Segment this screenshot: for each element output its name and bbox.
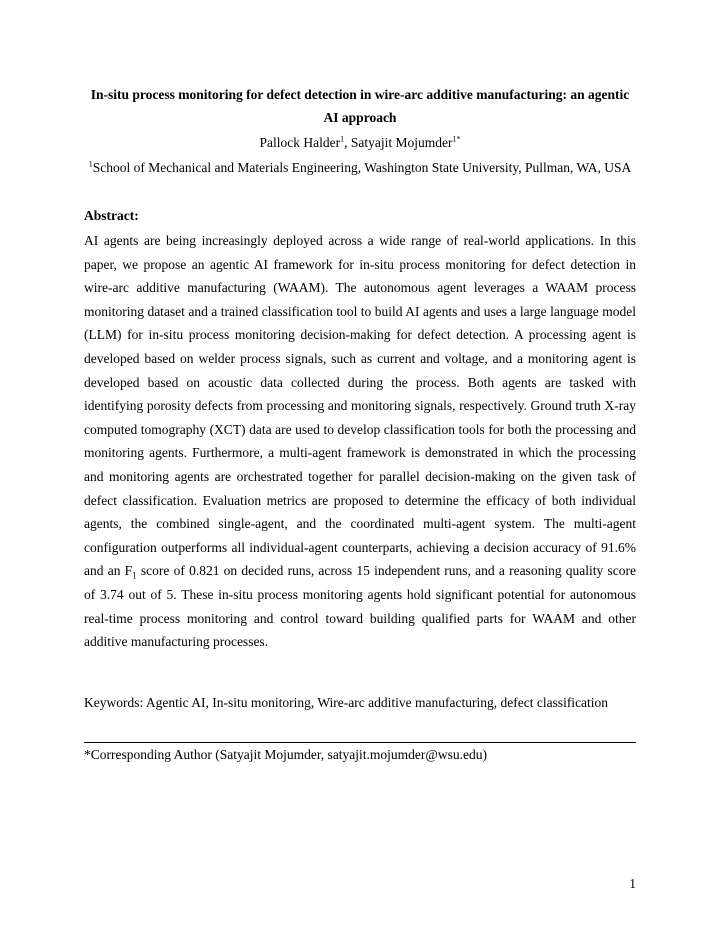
keywords: Keywords: Agentic AI, In-situ monitoring, Wire-arc additive manufacturing, defect classification [84,695,609,710]
affiliation [84,156,636,179]
affiliation-mark: 1 [88,159,93,169]
footnote-divider [84,742,636,743]
corresponding-author-footnote: *Corresponding Author (Satyajit Mojumder, satyajit.mojumder@wsu.edu) [84,747,487,762]
abstract-text: score of 0.821 on decided runs, across 15 independent runs, and a reasoning quality score of 3.74 out of 5. These in-situ process monitoring agents hold significant potential for autonomous real-time process monitoring and control toward building qualified parts for WAAM and other additive manufacturing processes. [84,563,636,650]
author-affiliation-mark: 1 [340,134,345,144]
abstract-text: AI agents are being increasingly deployed across a wide range of real-world applications. In this paper, we propose an agentic AI framework for in-situ process monitoring for defect detection in wire-arc additive manufacturing (WAAM). The autonomous agent leverages a WAAM process monitoring dataset and a trained classification tool to build AI agents and uses a large language model (LLM) for in-situ process monitoring decision-making for defect detection. A processing agent is developed based on welder process signals, such as current and voltage, and a monitoring agent is developed based on acoustic data collected during the process. Both agents are tasked with identifying porosity defects from processing and monitoring signals, respectively. Ground truth X-ray computed tomography (XCT) data are used to develop classification tools for both the processing and monitoring agents. Furthermore, a multi-agent framework is demonstrated in which the processing and monitoring agents are orchestrated together for parallel decision-making on the given task of defect classification. Evaluation metrics are proposed to determine the efficacy of both individual agents, the combined single-agent, and the coordinated multi-agent system. The multi-agent configuration outperforms all individual-agent counterparts, achieving a decision accuracy of 91.6% and an F [84,233,636,579]
f1-subscript: 1 [132,571,137,581]
paper-title: In-situ process monitoring for defect detection in wire-arc additive manufacturing: an agentic AI approach [90,87,630,125]
affiliation-text: School of Mechanical and Materials Engineering, Washington State University, Pullman, WA, USA [92,160,632,175]
author-separator: , [344,135,351,150]
author-list [84,131,636,154]
abstract-body [84,229,636,654]
abstract-heading: Abstract: [84,208,139,223]
page-number: 1 [629,876,636,891]
author-affiliation-mark: 1* [452,134,461,144]
author-name: Satyajit Mojumder [350,135,453,150]
author-name: Pallock Halder [259,135,341,150]
